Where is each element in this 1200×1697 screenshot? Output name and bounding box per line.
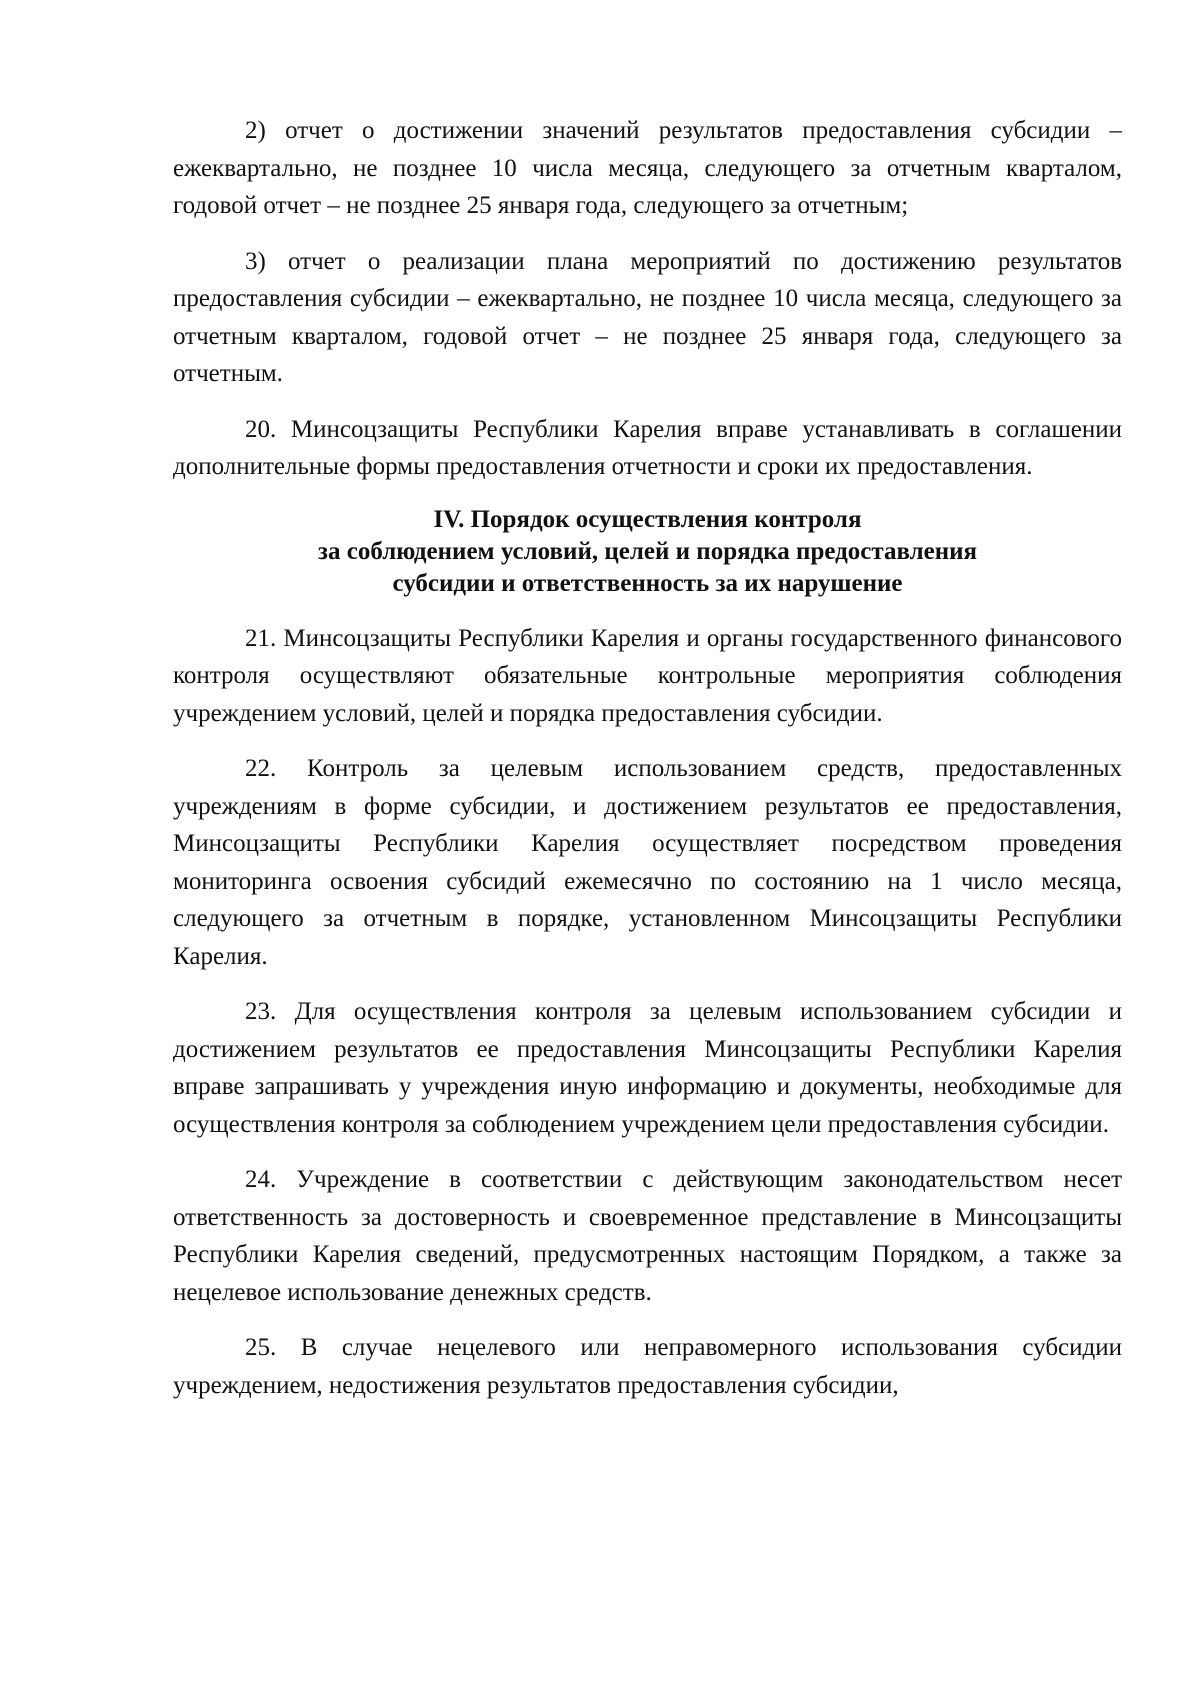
paragraph-3-report-plan: 3) отчет о реализации плана мероприятий по достижению результатов предоставления субсидии – ежеквартально, не позднее 10 числа месяца, следующего за отчетным кварталом, годовой отчет – не позднее 25 января года, следующего за отчетным. — [173, 247, 1122, 387]
paragraph-20: 20. Минсоцзащиты Республики Карелия вправе устанавливать в соглашении дополнительные формы предоставления отчетности и сроки их предоставления. — [173, 415, 1122, 480]
section-heading-line-1: IV. Порядок осуществления контроля — [433, 505, 862, 533]
paragraph-23: 23. Для осуществления контроля за целевым использованием субсидии и достижением результатов ее предоставления Минсоцзащиты Республики Карелия вправе запрашивать у учреждения иную информацию и документы, необходимые для осуществления контроля за соблюдением учреждением цели предоставления субсидии. — [173, 998, 1122, 1138]
paragraph-21: 21. Минсоцзащиты Республики Карелия и органы государственного финансового контроля осуществляют обязательные контрольные мероприятия соблюдения учреждением условий, целей и порядка предоставления субсидии. — [173, 624, 1122, 727]
paragraph-24: 24. Учреждение в соответствии с действующим законодательством несет ответственность за достоверность и своевременное представление в Минсоцзащиты Республики Карелия сведений, предусмотренных настоящим Порядком, а также за нецелевое использование денежных средств. — [173, 1166, 1122, 1306]
section-heading-line-2: за соблюдением условий, целей и порядка предоставления — [317, 537, 978, 565]
section-heading-iv — [173, 504, 1122, 600]
paragraph-22: 22. Контроль за целевым использованием средств, предоставленных учреждениям в форме субсидии, и достижением результатов ее предоставления, Минсоцзащиты Республики Карелия осуществляет посредством проведения мониторинга освоения субсидий ежемесячно по состоянию на 1 число месяца, следующего за отчетным в порядке, установленном Минсоцзащиты Республики Карелия. — [173, 755, 1122, 970]
section-heading-line-3: субсидии и ответственность за их нарушение — [392, 569, 903, 597]
paragraph-25: 25. В случае нецелевого или неправомерного использования субсидии учреждением, недостижения результатов предоставления субсидии, — [173, 1334, 1122, 1399]
document-body — [173, 112, 1122, 1422]
paragraph-2-report-results: 2) отчет о достижении значений результатов предоставления субсидии – ежеквартально, не позднее 10 числа месяца, следующего за отчетным кварталом, годовой отчет – не позднее 25 января года, следующего за отчетным; — [173, 117, 1122, 219]
